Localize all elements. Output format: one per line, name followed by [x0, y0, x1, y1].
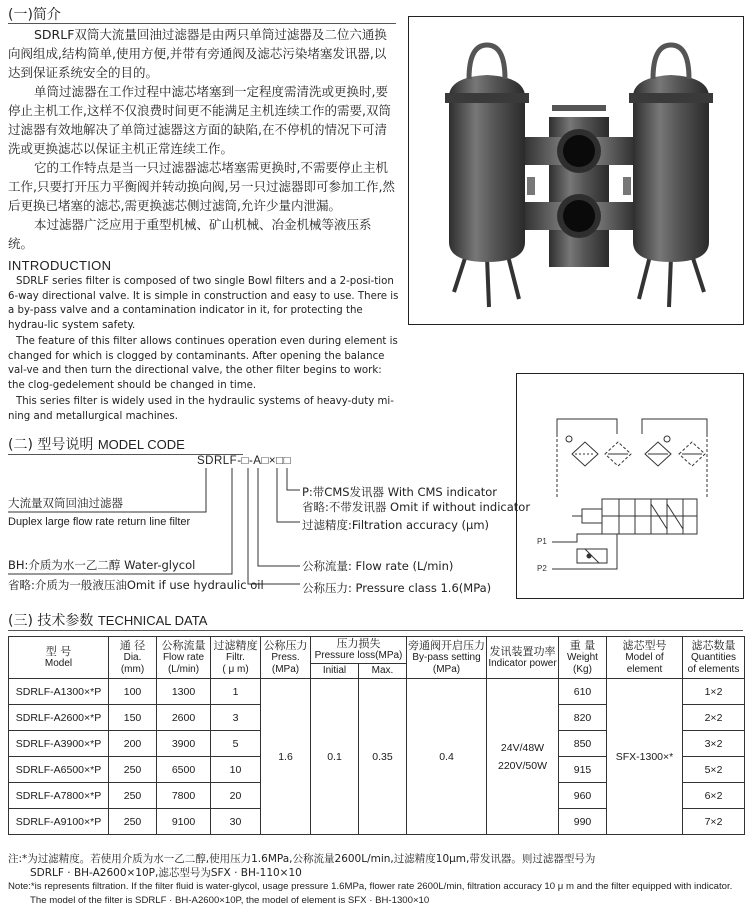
cell-dia: 250 [109, 783, 157, 809]
cell-flow: 6500 [157, 757, 211, 783]
intro-en-paragraph-3: This series filter is widely used in the hydraulic systems of heavy-duty mi-ning and metallurgical machines. [8, 396, 394, 422]
cell-model: SDRLF-A2600×*P [9, 705, 109, 731]
cell-flow: 7800 [157, 783, 211, 809]
model-code-heading [8, 434, 185, 454]
intro-paragraph-2: 单筒过滤器在工作过程中滤芯堵塞到一定程度需清洗或更换时,要停止主机工作,这样不仅浪费时间更不能满足主机连续工作的需要,双筒过滤器有效地解决了单筒过滤器这方面的缺陷,在不停机的情况下可清洗或更换滤芯以保证主机正常连续工作。 [8, 84, 391, 156]
cell-flow: 3900 [157, 731, 211, 757]
note-cn-line-1: 注:*为过滤精度。若使用介质为水一乙二醇,使用压力1.6MPa,公称流量2600L/min,过滤精度10μm,带发讯器。则过滤器型号为 [8, 853, 596, 865]
cell-filtr: 1 [211, 679, 261, 705]
cell-weight: 850 [559, 731, 607, 757]
model-code-heading-cn: (二) 型号说明 [8, 437, 94, 453]
model-p-indicator-label: P:带CMS发讯器 With CMS indicator [302, 485, 498, 499]
th-qty: 滤芯数量 Quantities of elements [683, 637, 745, 679]
cell-press: 1.6 [261, 679, 311, 835]
th-bypass: 旁通阀开启压力 By-pass setting (MPa) [407, 637, 487, 679]
th-model: 型 号 Model [9, 637, 109, 679]
intro-paragraph-4: 本过滤器广泛应用于重型机械、矿山机械、冶金机械等液压系统。 [8, 217, 372, 251]
cell-weight: 990 [559, 809, 607, 835]
port-p1-label: P1 [537, 537, 547, 546]
cell-initial: 0.1 [311, 679, 359, 835]
cell-flow: 9100 [157, 809, 211, 835]
model-left-label-en: Duplex large flow rate return line filter [8, 516, 191, 528]
cell-filtr: 3 [211, 705, 261, 731]
technical-data-table [8, 636, 745, 835]
cell-qty: 5×2 [683, 757, 745, 783]
cell-qty: 1×2 [683, 679, 745, 705]
note-en-line-1: Note:*is represents filtration. If the filter fluid is water-glycol, usage pressure 1.6MPa, flower rate 2600L/min, filtration accuracy 10 μ m and the filter equipped with indicator. [8, 881, 733, 892]
cell-weight: 610 [559, 679, 607, 705]
indicator-power-1: 24V/48W [500, 741, 545, 754]
cell-flow: 2600 [157, 705, 211, 731]
hydraulic-schematic [516, 373, 744, 599]
cell-model: SDRLF-A6500×*P [9, 757, 109, 783]
th-indicator: 发讯装置功率 Indicator power [487, 637, 559, 679]
duplex-filter-illustration [409, 17, 743, 324]
intro-heading-rule [8, 23, 396, 24]
cell-dia: 250 [109, 809, 157, 835]
cell-element: SFX-1300×* [607, 679, 683, 835]
th-loss: 压力损失 Pressure loss(MPa) [311, 637, 407, 664]
intro-en-title: INTRODUCTION [8, 258, 112, 273]
cell-weight: 960 [559, 783, 607, 809]
cell-flow: 1300 [157, 679, 211, 705]
note-en-line-2: The model of the filter is SDRLF · BH-A2600×10P, the model of element is SFX · BH-1300×10 [30, 895, 430, 906]
cell-dia: 250 [109, 757, 157, 783]
cell-model: SDRLF-A1300×*P [9, 679, 109, 705]
cell-dia: 150 [109, 705, 157, 731]
th-initial: Initial [311, 664, 359, 679]
th-dia: 通 径 Dia. (mm) [109, 637, 157, 679]
intro-paragraph-3: 它的工作特点是当一只过滤器滤芯堵塞需更换时,不需要停止主机工作,只要打开压力平衡阀并转动换向阀,另一只过滤器即可参加工作,然后更换已堵塞的滤芯,需更换滤芯侧过滤筒,允许少量内泄漏。 [8, 160, 395, 213]
cell-model: SDRLF-A9100×*P [9, 809, 109, 835]
cell-filtr: 10 [211, 757, 261, 783]
model-left-label-cn: 大流量双筒回油过滤器 [8, 496, 123, 510]
th-weight: 重 量 Weight (Kg) [559, 637, 607, 679]
table-row [9, 679, 745, 705]
cell-qty: 7×2 [683, 809, 745, 835]
model-code-heading-en: MODEL CODE [97, 437, 185, 452]
cell-indicator [487, 679, 559, 835]
cell-model: SDRLF-A7800×*P [9, 783, 109, 809]
model-pressure-label: 公称压力: Pressure class 1.6(MPa) [302, 581, 492, 595]
cell-dia: 100 [109, 679, 157, 705]
cell-max: 0.35 [359, 679, 407, 835]
model-omit-oil-label: 省略:介质为一般液压油Omit if use hydraulic oil [8, 578, 264, 592]
cell-filtr: 20 [211, 783, 261, 809]
cell-filtr: 30 [211, 809, 261, 835]
intro-heading: (一)简介 [8, 7, 61, 23]
schematic-diagram [517, 374, 743, 598]
tech-data-heading-en: TECHNICAL DATA [97, 613, 208, 628]
th-max: Max. [359, 664, 407, 679]
indicator-power-2: 220V/50W [497, 759, 548, 772]
cell-qty: 3×2 [683, 731, 745, 757]
intro-paragraph-1: SDRLF双筒大流量回油过滤器是由两只单筒过滤器及二位六通换向阀组成,结构简单,使用方便,并带有旁通阀及滤芯污染堵塞发讯器,以达到保证系统安全的目的。 [8, 27, 387, 80]
note-cn-line-2: SDRLF · BH-A2600×10P,滤芯型号为SFX · BH-110×10 [30, 867, 302, 879]
product-photo [408, 16, 744, 325]
model-accuracy-label: 过滤精度:Filtration accuracy (μm) [302, 518, 490, 532]
cell-filtr: 5 [211, 731, 261, 757]
cell-qty: 2×2 [683, 705, 745, 731]
port-p2-label: P2 [537, 564, 547, 573]
model-code-pattern: SDRLF-□-A□×□□ [197, 455, 292, 467]
cell-qty: 6×2 [683, 783, 745, 809]
intro-en-paragraph-2: The feature of this filter allows continues operation even during element is changed for which is clogged by contaminants. After opening the balance val-ve and then turn the directional valve, the other filter begins to work: the clog-gedelement should be changed in time. [8, 336, 398, 391]
th-element: 滤芯型号 Model of element [607, 637, 683, 679]
intro-en-paragraph-1: SDRLF series filter is composed of two single Bowl filters and a 2-posi-tion 6-way directional valve. It is simple in construction and easy to use. There is a by-pass valve and a contamination indicator in it, for protecting the hydrau-lic system safety. [8, 276, 399, 331]
model-bh-label: BH:介质为水一乙二醇 Water-glycol [8, 558, 196, 572]
cell-bypass: 0.4 [407, 679, 487, 835]
cell-weight: 820 [559, 705, 607, 731]
model-flow-label: 公称流量: Flow rate (L/min) [302, 559, 454, 573]
tech-data-heading-rule [8, 630, 743, 631]
cell-weight: 915 [559, 757, 607, 783]
th-filtr: 过滤精度 Filtr. ( μ m) [211, 637, 261, 679]
th-flow: 公称流量 Flow rate (L/min) [157, 637, 211, 679]
tech-data-heading-cn: (三) 技术参数 [8, 613, 94, 629]
cell-model: SDRLF-A3900×*P [9, 731, 109, 757]
th-press: 公称压力 Press. (MPa) [261, 637, 311, 679]
tech-data-heading [8, 610, 207, 630]
model-omit-indicator-label: 省略:不带发讯器 Omit if without indicator [302, 500, 531, 514]
cell-dia: 200 [109, 731, 157, 757]
